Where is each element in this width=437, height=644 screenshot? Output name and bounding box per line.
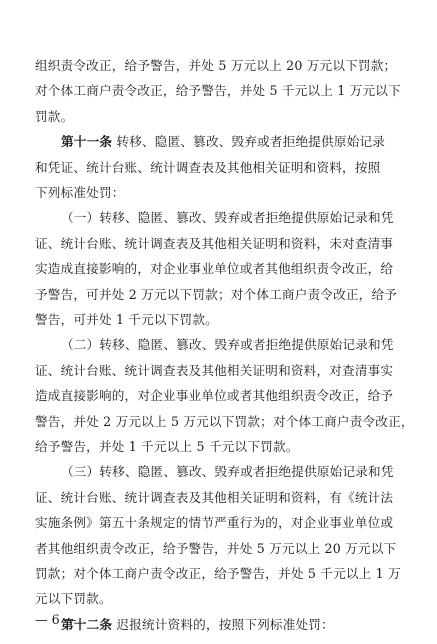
- article-12-heading: 第十二条: [61, 616, 113, 632]
- body-line: 证、统计台账、统计调查表及其他相关证明和资料，未对查清事: [35, 235, 394, 251]
- body-line: （二）转移、隐匿、篡改、毁弃或者拒绝提供原始记录和凭: [61, 337, 394, 353]
- article-11-text: 转移、隐匿、篡改、毁弃或者拒绝提供原始记录: [116, 134, 386, 150]
- body-line: 者其他组织责令改正，给予警告，并处 5 万元以上 20 万元以下: [35, 540, 397, 556]
- body-line: 实施条例》第五十条规定的情节严重行为的，对企业事业单位或: [35, 515, 394, 531]
- article-11-heading: 第十一条: [61, 134, 113, 150]
- body-line: 警告，并处 2 万元以上 5 万元以下罚款；对个体工商户责令改正，: [35, 413, 414, 429]
- article-12-line: [61, 617, 403, 633]
- body-line: 元以下罚款。: [35, 591, 112, 607]
- article-12-text: 迟报统计资料的，按照下列标准处罚：: [116, 616, 334, 632]
- body-line: 和凭证、统计台账、统计调查表及其他相关证明和资料，按照: [35, 159, 381, 175]
- body-line: 予警告，可并处 2 万元以下罚款；对个体工商户责令改正，给予: [35, 286, 398, 302]
- body-line: 证、统计台账、统计调查表及其他相关证明和资料，对查清事实: [35, 362, 394, 378]
- body-line: 警告，可并处 1 千元以下罚款。: [35, 312, 218, 327]
- body-line: 造成直接影响的，对企业事业单位或者其他组织责令改正，给予: [35, 388, 394, 404]
- article-11-line: [61, 134, 403, 150]
- body-line: 实造成直接影响的，对企业事业单位或者其他组织责令改正，给: [35, 261, 394, 277]
- body-line: 罚款；对个体工商户责令改正，给予警告，并处 5 千元以上 1 万: [35, 566, 401, 581]
- body-line: 给予警告，并处 1 千元以上 5 千元以下罚款。: [35, 439, 299, 454]
- body-line: 下列标准处罚：: [35, 185, 125, 200]
- body-line: 对个体工商户责令改正，给予警告，并处 5 千元以上 1 万元以下: [35, 83, 401, 99]
- body-line: （一）转移、隐匿、篡改、毁弃或者拒绝提供原始记录和凭: [61, 210, 394, 226]
- body-line: （三）转移、隐匿、篡改、毁弃或者拒绝提供原始记录和凭: [61, 464, 394, 480]
- body-line: 组织责令改正，给予警告，并处 5 万元以上 20 万元以下罚款；: [35, 58, 397, 73]
- body-line: 证、统计台账、统计调查表及其他相关证明和资料，有《统计法: [35, 489, 394, 505]
- page-number: — 6 —: [35, 612, 77, 627]
- body-line: 罚款。: [35, 108, 74, 124]
